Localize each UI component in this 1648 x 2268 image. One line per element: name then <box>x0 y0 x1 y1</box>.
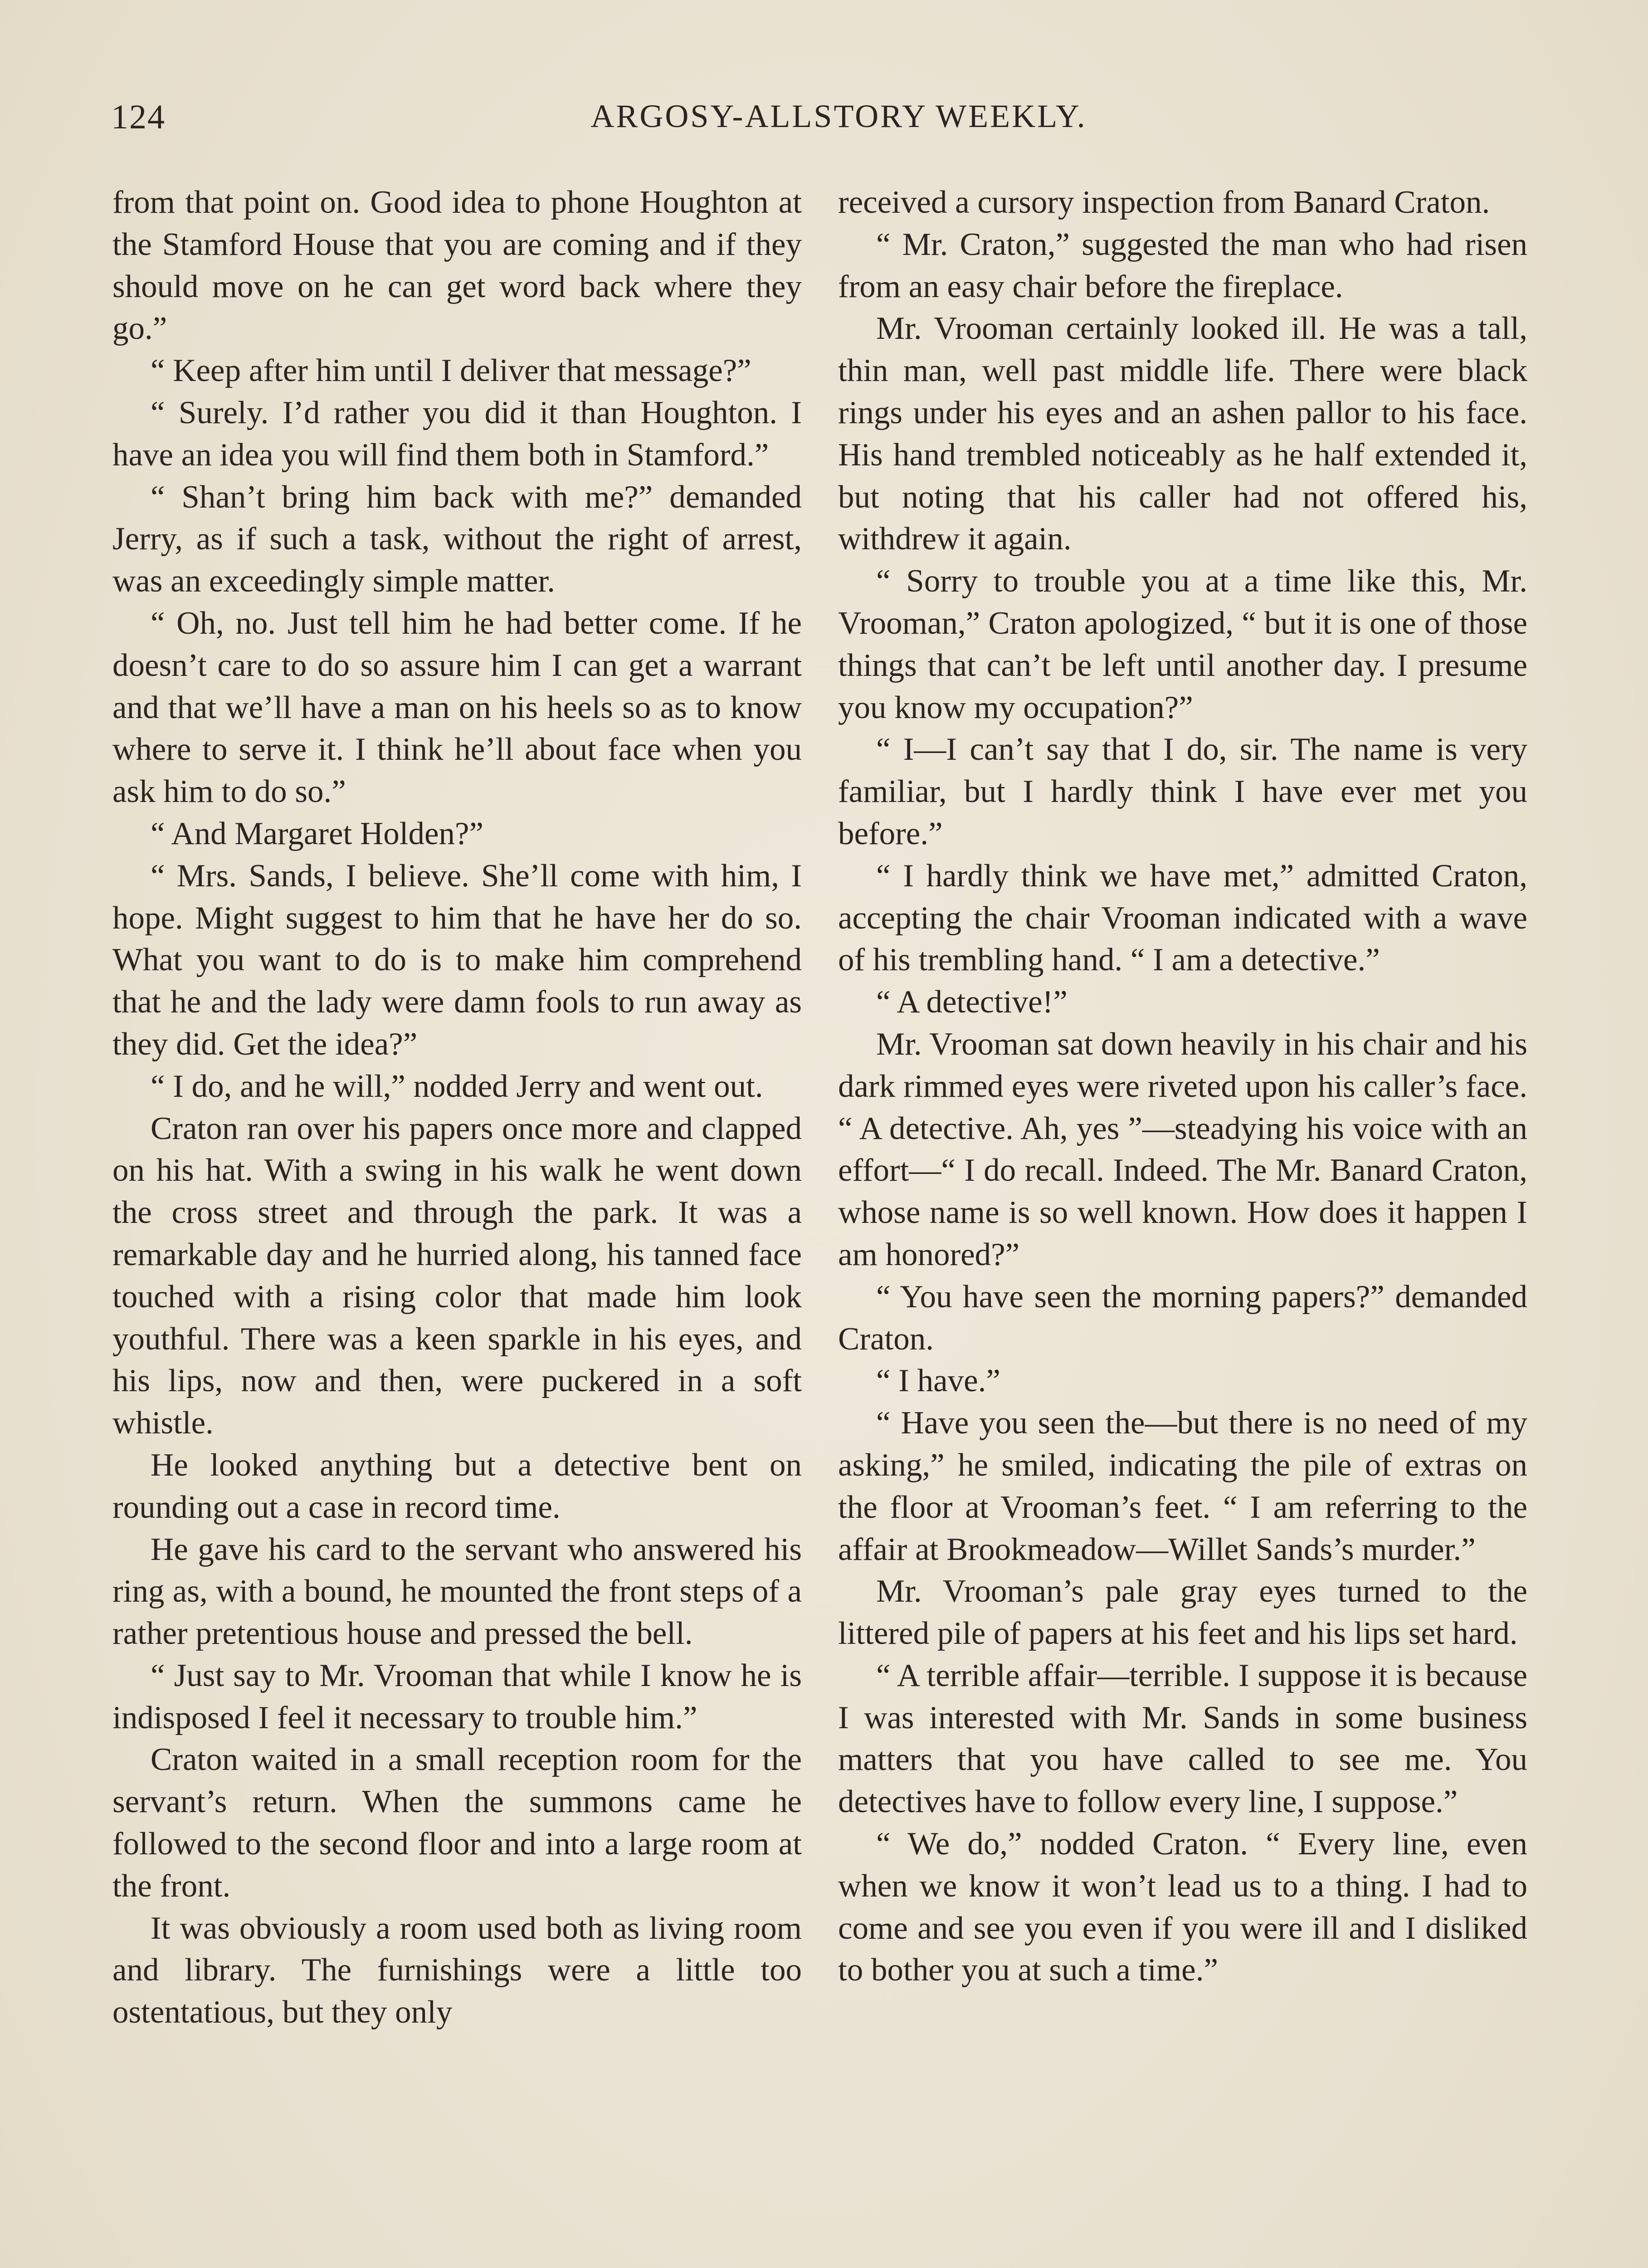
paragraph: “ We do,” nodded Craton. “ Every line, even when we know it won’t lead us to a thing. I had to come and see you even if you were ill and I disliked to bother you at such a time.” <box>838 1826 1527 1988</box>
paragraph: “ Surely. I’d rather you did it than Houghton. I have an idea you will find them both in Stamford.” <box>112 395 802 473</box>
paragraph: “ I—I can’t say that I do, sir. The name is very familiar, but I hardly think I have ever met you before.” <box>838 732 1527 851</box>
paragraph: received a cursory inspection from Banard Craton. <box>838 185 1490 220</box>
paragraph: “ You have seen the morning papers?” demanded Craton. <box>838 1279 1527 1357</box>
paragraph: Craton waited in a small reception room for the servant’s return. When the summons came he followed to the second floor and into a large room at the front. <box>112 1742 802 1904</box>
page-number: 124 <box>111 98 166 136</box>
paragraph: “ Mrs. Sands, I believe. She’ll come with him, I hope. Might suggest to him that he have her do so. What you want to do is to make him comprehend that he and the lady were damn fools to run away as they did. Get the idea?” <box>112 858 802 1062</box>
paragraph: from that point on. Good idea to phone Houghton at the Stamford House that you are coming and if they should move on he can get word back where they go.” <box>112 185 802 347</box>
paragraph: Mr. Vrooman sat down heavily in his chair and his dark rimmed eyes were riveted upon his caller’s face. “ A detective. Ah, yes ”—steadying his voice with an effort—“ I do recall. Indeed. The Mr. Banard Craton, whose name is so well known. How does it happen I am honored?” <box>838 1026 1527 1272</box>
paragraph: “ Keep after him until I deliver that message?” <box>151 353 751 389</box>
paragraph: “ I hardly think we have met,” admitted Craton, accepting the chair Vrooman indicated with a wave of his trembling hand. “ I am a detective.” <box>838 858 1527 978</box>
paragraph: “ A detective!” <box>876 984 1068 1020</box>
paragraph: “ Just say to Mr. Vrooman that while I know he is indisposed I feel it necessary to trouble him.” <box>112 1657 802 1735</box>
paragraph: “ Shan’t bring him back with me?” demanded Jerry, as if such a task, without the right of arrest, was an exceedingly simple matter. <box>112 479 802 599</box>
paragraph: Craton ran over his papers once more and clapped on his hat. With a swing in his walk he went down the cross street and through the park. It was a remarkable day and he hurried along, his tanned face touched with a rising color that made him look youthful. There was a keen sparkle in his eyes, and his lips, now and then, were puckered in a soft whistle. <box>112 1110 802 1441</box>
paragraph: “ Oh, no. Just tell him he had better come. If he doesn’t care to do so assure him I can get a warrant and that we’ll have a man on his heels so as to know where to serve it. I think he’ll about face when you ask him to do so.” <box>112 605 802 810</box>
paragraph: He looked anything but a detective bent on rounding out a case in record time. <box>112 1447 802 1525</box>
running-head: ARGOSY-ALLSTORY WEEKLY. <box>590 98 1087 134</box>
right-column <box>838 181 1527 1991</box>
paragraph: “ A terrible affair—terrible. I suppose it is because I was interested with Mr. Sands in some business matters that you have called to see me. You detectives have to follow every line, I suppose.” <box>838 1657 1527 1820</box>
left-column <box>112 181 802 2033</box>
paragraph: “ I have.” <box>876 1363 1000 1399</box>
paragraph: He gave his card to the servant who answered his ring as, with a bound, he mounted the front steps of a rather pretentious house and pressed the bell. <box>112 1531 802 1652</box>
paragraph: It was obviously a room used both as living room and library. The furnishings were a little too ostentatious, but they only <box>112 1910 802 2030</box>
paragraph: Mr. Vrooman certainly looked ill. He was a tall, thin man, well past middle life. There were black rings under his eyes and an ashen pallor to his face. His hand trembled noticeably as he half extended it, but noting that his caller had not offered his, withdrew it again. <box>838 311 1527 557</box>
paragraph: “ I do, and he will,” nodded Jerry and went out. <box>151 1068 763 1104</box>
page-header <box>111 98 1566 147</box>
paragraph: “ And Margaret Holden?” <box>151 816 484 851</box>
paragraph: Mr. Vrooman’s pale gray eyes turned to the littered pile of papers at his feet and his lips set hard. <box>838 1574 1527 1652</box>
paragraph: “ Mr. Craton,” suggested the man who had risen from an easy chair before the fireplace. <box>838 226 1527 304</box>
paragraph: “ Have you seen the—but there is no need of my asking,” he smiled, indicating the pile of extras on the floor at Vrooman’s feet. “ I am referring to the affair at Brookmeadow—Willet Sands’s murder.” <box>838 1405 1527 1567</box>
paragraph: “ Sorry to trouble you at a time like this, Mr. Vrooman,” Craton apologized, “ but it is one of those things that can’t be left until another day. I presume you know my occupation?” <box>838 563 1527 725</box>
